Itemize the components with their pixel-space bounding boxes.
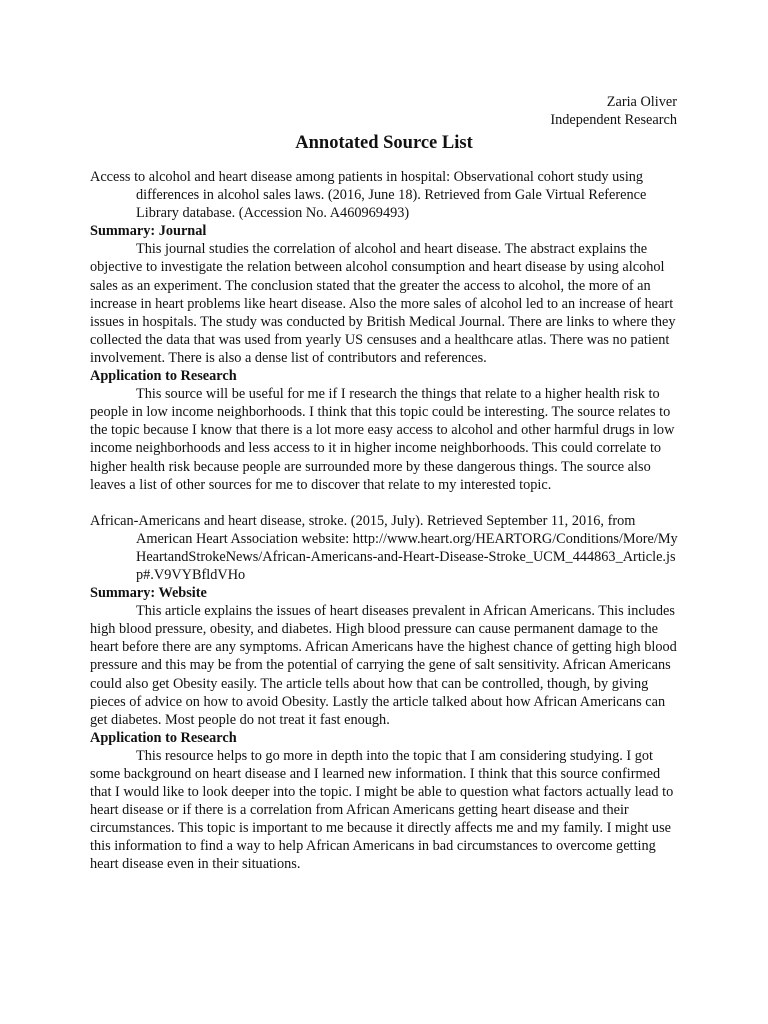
application-heading: Application to Research <box>90 729 237 746</box>
application-heading: Application to Research <box>90 368 237 385</box>
summary-heading: Summary: Website <box>90 585 207 602</box>
source-citation: Access to alcohol and heart disease among patients in hospital: Observational cohort study using differences in alcohol sales laws. (2016, June 18). Retrieved from Gale Virtual Reference Library database. (Accession No. A460969493) <box>90 169 647 222</box>
course-name: Independent Research <box>550 112 677 128</box>
summary-paragraph: This journal studies the correlation of alcohol and heart disease. The abstract explains the objective to investigate the relation between alcohol consumption and heart disease by using alcohol sales as an experiment. The conclusion stated that the greater the access to alcohol, the more of an increase in heart problems like heart disease. Also the more sales of alcohol led to an increase of heart issues in hospitals. The study was conducted by British Medical Journal. There are links to where they collected the data that was used from yearly US censuses and a healthcare atlas. There was no patient involvement. There is also a dense list of contributors and references. <box>90 241 676 366</box>
summary-paragraph: This article explains the issues of heart diseases prevalent in African Americans. This includes high blood pressure, obesity, and diabetes. High blood pressure can cause permanent damage to the heart before there are any symptoms. African Americans have the highest chance of getting high blood pressure and this may be from the potential of carrying the gene of salt sensitivity. African Americans could also get Obesity easily. The article tells about how that can be controlled, though, by giving pieces of advice on how to avoid Obesity. Lastly the article talked about how African Americans can get diabetes. Most people do not treat it fast enough. <box>90 603 677 728</box>
source-entry <box>90 512 680 874</box>
citation-text: African-Americans and heart disease, stroke. (2015, July). Retrieved September 11, 2016, from American Heart Association website: <box>90 512 636 547</box>
source-entry <box>90 168 680 494</box>
author-name: Zaria Oliver <box>606 94 677 110</box>
application-paragraph: This source will be useful for me if I research the things that relate to a higher health risk to people in low income neighborhoods. I think that this topic could be interesting. The source relates to the topic because I know that there is a lot more easy access to alcohol and other harmful drugs in low income neighborhoods and less access to it in higher income neighborhoods. This could correlate to higher health risk because people are surrounded more by these dangerous things. The source also leaves a list of other sources for me to discover that relate to my interested topic. <box>90 386 675 493</box>
source-citation <box>90 512 680 584</box>
summary-heading: Summary: Journal <box>90 223 207 240</box>
author-block <box>550 93 677 129</box>
citation-url[interactable]: http://www.heart.org/HEARTORG/Conditions/More/MyHeartandStrokeNews/African-Americans-and-Heart-Disease-Stroke_UCM_444863_Article.jsp#.V9VYBfldVHo <box>136 530 678 583</box>
annotated-source-list <box>90 168 680 874</box>
entry-spacer <box>90 494 680 512</box>
application-paragraph: This resource helps to go more in depth into the topic that I am considering studying. I got some background on heart disease and I learned new information. I think that this source confirmed that I would like to look deeper into the topic. I might be able to question what factors actually lead to heart disease or if there is a correlation from African Americans getting heart disease and their circumstances. This topic is important to me because it directly affects me and my family. I might use this information to find a way to help African Americans in bad circumstances to overcome getting heart disease even in their situations. <box>90 747 674 873</box>
page-title: Annotated Source List <box>295 133 473 153</box>
